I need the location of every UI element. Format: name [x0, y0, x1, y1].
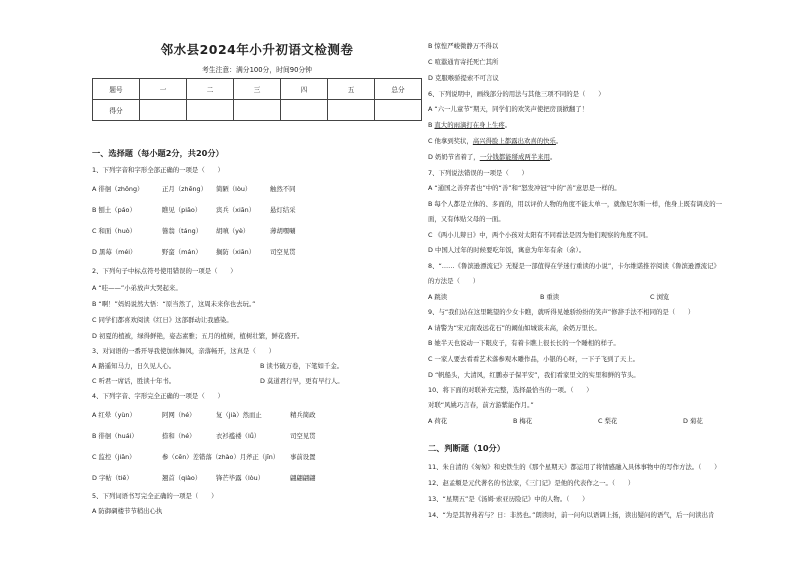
q2-option-b[interactable]: B “啊！”妈妈说然大悟：“原当然了，这周未来你也去玩。” — [92, 300, 256, 308]
q9-option-d[interactable]: D “帆船头，大清风，红鹏赤子保平安”，我们看家里文的实里和鲜的节头。 — [428, 371, 640, 379]
q4-option-c-4: 事前设置 — [290, 453, 316, 461]
score-table-score-row — [93, 100, 422, 121]
score-input-cell[interactable] — [187, 100, 234, 121]
q1-option-c-3: 胡嗔（yè） — [216, 227, 250, 235]
q6-option-c[interactable] — [428, 137, 562, 145]
q7-option-c[interactable]: C 《两小儿辩日》中，两个小孩对太阳有不同看法是因为他们观察的角度不同。 — [428, 231, 652, 239]
question-stem-2: 2、下列句子中标点符号使用错误的一项是（ ） — [92, 267, 237, 275]
q7-option-b-cont: 面，又有体贴父母的一面。 — [428, 215, 505, 223]
q2-option-c[interactable]: C 同学们都喜欢阅读《红日》这部群动让我感染。 — [92, 316, 233, 324]
q1-option-c-4: 薄胡嘿唰 — [270, 227, 296, 235]
section-heading-judgment: 二、判断题（10分） — [428, 443, 505, 453]
q7-option-b[interactable]: B 每个人都是立体的、多面的，用以评价人物的角度不能太单一，就像尼尔斯一样，他身上既有调皮的一 — [428, 200, 722, 208]
q6-option-c-underlined: 高兴得脸上都露出欢喜的快乐 — [472, 137, 556, 145]
score-row-label: 得分 — [93, 100, 140, 121]
score-input-cell[interactable] — [375, 100, 422, 121]
q8-option-a[interactable]: A 跳读 — [428, 293, 448, 301]
q4-option-c-1[interactable]: C 监控（jiān） — [92, 453, 136, 461]
q1-option-d-4: 司空见贯 — [270, 248, 296, 256]
q4-option-a-4: 精兵简政 — [290, 411, 316, 419]
q1-option-a-3: 简陋（lòu） — [216, 185, 252, 193]
q1-option-a-4: 触然不同 — [270, 185, 296, 193]
q4-option-b-1[interactable]: B 徘徊（huái） — [92, 432, 138, 440]
question-stem-8-cont: 的方法是（ ） — [428, 277, 480, 285]
q9-option-c[interactable]: C 一家人要去看看艺术落参观木雕作品，小银的心呀，一下子飞到了天上。 — [428, 355, 639, 363]
question-stem-4: 4、下列字音、字形完全正确的一项是（ ） — [92, 392, 224, 400]
q3-option-b[interactable]: B 读书破万卷，下笔如千金。 — [260, 362, 344, 370]
score-input-cell[interactable] — [234, 100, 281, 121]
score-input-cell[interactable] — [328, 100, 375, 121]
question-stem-9: 9、与“我们站在这里眺望的少女卡瞧，就听得见她骄纷纷的笑声”修辞手法不相同的是（ ） — [428, 308, 695, 316]
score-header-cell: 五 — [328, 79, 375, 100]
q1-option-b-4: 悬灯结采 — [270, 206, 296, 214]
q6-option-b-text: B — [428, 121, 435, 129]
q9-option-a[interactable]: A 请警为“宋元南戏远花石”的阚仙如城谈末高，余奶万里长。 — [428, 324, 601, 332]
q4-option-b-2: 捺和（hé） — [162, 432, 196, 440]
q2-option-d[interactable]: D 初夏的植被，绿得鲜艳，姿态素雅；五月的植树，植树壮繁，鲜花盛开。 — [92, 332, 304, 340]
judgment-item-11[interactable]: 11、朱自清的《匆匆》和史铁生的《那个星期天》都运用了将情感融入具体事物中的写作方法。（ ） — [428, 463, 721, 471]
q6-option-b[interactable] — [428, 121, 511, 129]
q6-option-c-text: C 他拿到奖状， — [428, 137, 473, 145]
q3-option-c[interactable]: C 听君一席话，胜读十年书。 — [92, 377, 176, 385]
q1-option-b-2: 瞧见（piāo） — [162, 206, 202, 214]
q6-option-a-end: ！ — [581, 105, 589, 113]
q3-option-d[interactable]: D 莫道君行早，更有早行人。 — [260, 377, 344, 385]
q1-option-a-2: 正月（zhēng） — [162, 185, 208, 193]
score-header-cell: 二 — [187, 79, 234, 100]
q3-option-a[interactable]: A 路遥知马力，日久见人心。 — [92, 362, 176, 370]
q1-option-d-1[interactable]: D 黑莓（méi） — [92, 248, 137, 256]
section-heading-choice: 一、选择题（每小题2分，共20分） — [92, 148, 224, 158]
q6-option-c-end: 。 — [555, 137, 563, 145]
q4-option-d-3: 锋芒毕露（lòu） — [216, 474, 265, 482]
q10-option-b[interactable]: B 梅花 — [513, 417, 533, 425]
q8-option-c[interactable]: C 浏览 — [650, 293, 670, 301]
q5-option-b[interactable]: B 惊惶严峻微静万不得以 — [428, 42, 499, 50]
exam-notice: 考生注意：满分100分，时间90分钟 — [202, 66, 312, 74]
question-stem-3: 3、对词语的一番开导我使加体舞风，亲落畅开，这真是（ ） — [92, 347, 276, 355]
q1-option-a-1[interactable]: A 徘徊（zhǒng） — [92, 185, 144, 193]
question-stem-10: 10、将下面的对联补充完整，选择最恰当的一项。（ ） — [428, 386, 593, 394]
q4-option-d-4: 翩翩翩翩 — [290, 474, 316, 482]
q10-option-c[interactable]: C 梨花 — [598, 417, 618, 425]
question-stem-5: 5、下列词语书写完全正确的一项是（ ） — [92, 492, 218, 500]
exam-title: 邻水县2024年小升初语文检测卷 — [160, 42, 354, 57]
score-table-header-row — [93, 79, 422, 100]
q8-option-b[interactable]: B 重读 — [540, 293, 560, 301]
q6-option-d[interactable] — [428, 153, 556, 161]
q1-option-b-1[interactable]: B 刨土（páo） — [92, 206, 136, 214]
score-input-cell[interactable] — [140, 100, 187, 121]
question-stem-8: 8、“……《鲁滨逊漂流记》无疑是一部值得在学迷行重读的小说”，卡尔维诺推荐阅读《鲁滨逊漂流记》 — [428, 262, 720, 270]
q4-option-c-2: 参（cēn）差错落（zhào）月 — [162, 453, 247, 461]
judgment-item-13[interactable]: 13、“星期五”是《汤姆·索亚历险记》中的人物。（ ） — [428, 495, 589, 503]
q4-option-a-1[interactable]: A 红晕（yùn） — [92, 411, 136, 419]
q1-option-d-3: 搁防（xiān） — [216, 248, 256, 256]
q6-option-d-underlined: 一分钱都能掰成两半来用 — [479, 153, 550, 161]
q4-option-b-4: 司空见贯 — [290, 432, 316, 440]
score-header-cell: 题号 — [93, 79, 140, 100]
score-input-cell[interactable] — [281, 100, 328, 121]
q6-option-a[interactable] — [428, 105, 588, 113]
q2-option-a[interactable]: A “哇——”小弟放声大哭起来。 — [92, 284, 182, 292]
judgment-item-14[interactable]: 14、“为是其智弗若与？日：非然也。”朗读时，前一问句以语调上扬，读出疑问的语气，后一问读出肯 — [428, 511, 715, 519]
q5-option-a[interactable]: A 防御碉楼节节稍出心执 — [92, 507, 163, 515]
question-stem-1: 1、下列字音和字形全部正确的一项是（ ） — [92, 166, 224, 174]
question-stem-7: 7、下列说法错误的一项是（ ） — [428, 169, 528, 177]
q10-option-a[interactable]: A 荷花 — [428, 417, 448, 425]
q7-option-a[interactable]: A “通国之善弈者也”中的“善”和“怒发冲冠”中的“善”意思是一样的。 — [428, 184, 621, 192]
q4-option-d-1[interactable]: D 字帖（tiē） — [92, 474, 133, 482]
q4-option-b-3: 衣衫褴褛（lǚ） — [216, 432, 261, 440]
q4-option-a-2: 阿网（hé） — [162, 411, 196, 419]
q1-option-b-3: 宾兵（xiān） — [216, 206, 256, 214]
score-header-cell: 总分 — [375, 79, 422, 100]
score-header-cell: 三 — [234, 79, 281, 100]
q6-option-a-text: A “六一儿童节”期天，同学们的欢笑声使把房顶掀翻了 — [428, 105, 582, 113]
q1-option-d-2: 野蛮（mán） — [162, 248, 202, 256]
q10-couplet: 对联“风姚巧言春，前方游紫能作月。” — [428, 401, 534, 409]
q6-option-d-text: D 奶奶节省着了， — [428, 153, 480, 161]
q6-option-b-underlined: 直大的雨滴打在身上生疼 — [434, 121, 505, 129]
q5-option-d[interactable]: D 克服喉骄提索不可言议 — [428, 74, 499, 82]
score-table — [92, 78, 422, 121]
score-header-cell: 四 — [281, 79, 328, 100]
judgment-item-12[interactable]: 12、赵孟頫是元代著名的书法家，《三门记》是他的代表作之一。（ ） — [428, 479, 635, 487]
q6-option-d-end: 。 — [549, 153, 557, 161]
score-header-cell: 一 — [140, 79, 187, 100]
q6-option-b-end: 。 — [504, 121, 512, 129]
q10-option-d[interactable]: D 菊花 — [683, 417, 703, 425]
q1-option-c-2: 簪翁（táng） — [162, 227, 203, 235]
q1-option-c-1[interactable]: C 和面（huò） — [92, 227, 137, 235]
q4-option-c-3: 斧正（jīn） — [246, 453, 280, 461]
question-stem-6: 6、下列说明中，画线部分的用法与其他三项不同的是（ ） — [428, 90, 605, 98]
q7-option-d[interactable]: D 中国人过年的时候要吃年饭，寓意为年年有余（余）。 — [428, 246, 586, 254]
q5-option-c[interactable]: C 喧嚣通宵寄托死亡其所 — [428, 58, 499, 66]
q4-option-d-2: 翘首（qiào） — [162, 474, 202, 482]
q9-option-b[interactable]: B 她半天也说动一下眼皮子，有着卡瞧上很长长的一个睡相的样子。 — [428, 339, 620, 347]
q4-option-a-3: 复（jià）然而止 — [216, 411, 262, 419]
